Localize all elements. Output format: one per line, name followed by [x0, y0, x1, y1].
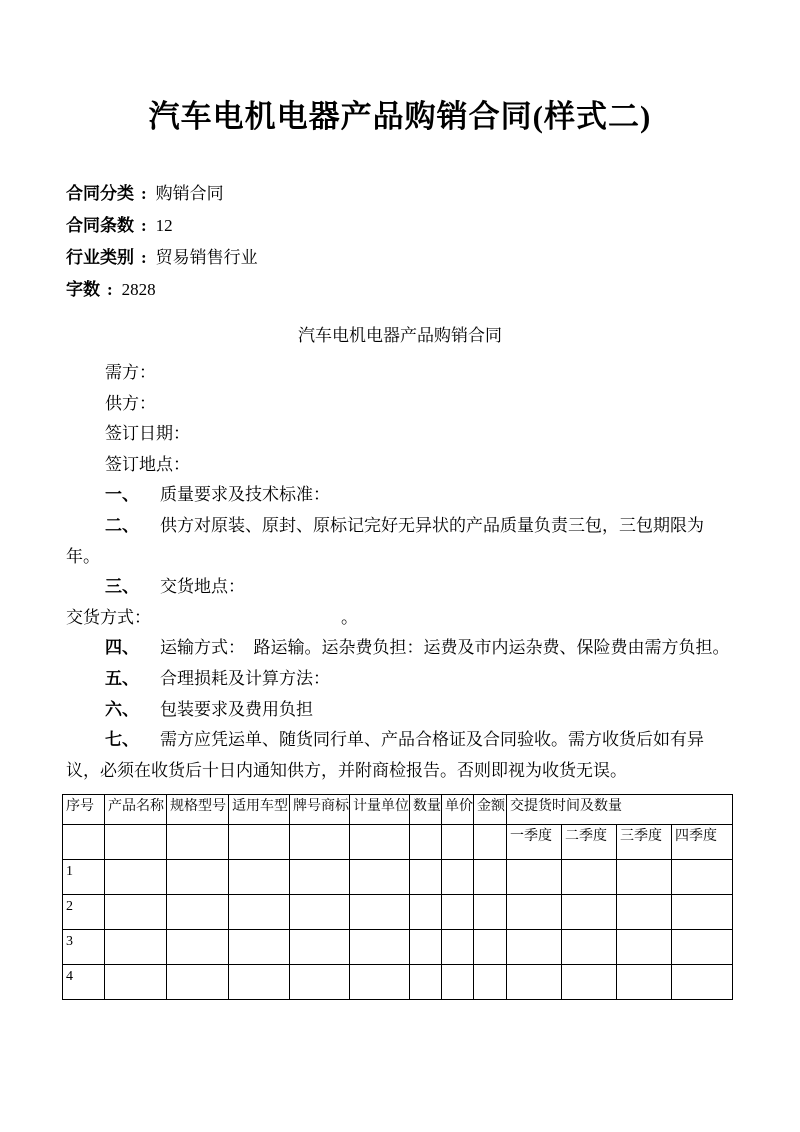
meta-field	[66, 210, 800, 242]
clause-text: 合理损耗及计算方法：	[160, 668, 330, 688]
empty-cell	[410, 930, 442, 965]
intro-line: 签订日期：	[105, 424, 190, 444]
empty-cell	[350, 860, 410, 895]
meta-label: 字数	[66, 280, 100, 299]
empty-cell	[562, 965, 617, 1000]
contract-subtitle: 汽车电机电器产品购销合同	[298, 326, 502, 345]
clause-continuation: 议，必须在收货后十日内通知供方，并附商检报告。否则即视为收货无误。	[66, 760, 627, 780]
clause-item	[66, 695, 732, 726]
header-cell: 适用车型	[229, 795, 290, 825]
header-cell: 序号	[63, 795, 105, 825]
intro-line: 签订地点：	[105, 454, 190, 474]
meta-label: 行业类别	[66, 248, 134, 267]
empty-cell	[105, 860, 167, 895]
empty-cell	[105, 895, 167, 930]
empty-cell	[410, 965, 442, 1000]
meta-colon: :	[141, 184, 147, 203]
clause-text: 包装要求及费用负担	[160, 699, 313, 719]
header-cell: 产品名称	[105, 795, 167, 825]
quarter-header-cell: 四季度	[672, 825, 733, 860]
empty-cell	[167, 895, 229, 930]
header-cell: 规格型号	[167, 795, 229, 825]
empty-cell	[410, 825, 442, 860]
empty-cell	[442, 895, 474, 930]
empty-cell	[229, 895, 290, 930]
empty-cell	[105, 965, 167, 1000]
clause-text: 供方对原装、原封、原标记完好无异状的产品质量负责三包，三包期限为	[160, 515, 704, 535]
empty-cell	[105, 930, 167, 965]
clause-text: 质量要求及技术标准：	[160, 485, 330, 505]
header-cell: 数量	[410, 795, 442, 825]
row-number-cell: 3	[63, 930, 105, 965]
empty-cell	[617, 895, 672, 930]
empty-cell	[229, 860, 290, 895]
quarter-header-cell: 一季度	[507, 825, 562, 860]
clause-item	[66, 633, 732, 664]
empty-cell	[474, 860, 507, 895]
empty-cell	[350, 825, 410, 860]
empty-cell	[672, 965, 733, 1000]
meta-label: 合同条数	[66, 216, 134, 235]
intro-line: 需方：	[105, 363, 156, 382]
header-cell-delivery-span: 交提货时间及数量	[507, 795, 733, 825]
header-cell: 金额	[474, 795, 507, 825]
header-cell: 计量单位	[350, 795, 410, 825]
subline-text: 交货方式：	[66, 607, 151, 627]
clause-text: 需方应凭运单、随货同行单、产品合格证及合同验收。需方收货后如有异	[160, 730, 704, 750]
clause-item	[66, 725, 732, 756]
empty-cell	[672, 895, 733, 930]
empty-cell	[290, 895, 350, 930]
empty-cell	[290, 965, 350, 1000]
empty-cell	[290, 860, 350, 895]
clause-item	[66, 480, 732, 511]
empty-cell	[562, 860, 617, 895]
empty-cell	[167, 930, 229, 965]
empty-cell	[105, 825, 167, 860]
clause-text: 交货地点：	[160, 577, 245, 597]
meta-value: 2828	[121, 280, 156, 299]
empty-cell	[617, 860, 672, 895]
clause-item	[66, 572, 732, 603]
empty-cell	[474, 930, 507, 965]
empty-cell	[350, 895, 410, 930]
meta-field	[66, 242, 800, 274]
meta-field	[66, 274, 800, 306]
empty-cell	[410, 860, 442, 895]
clause-number: 五、	[105, 668, 139, 688]
empty-cell	[229, 965, 290, 1000]
empty-cell	[617, 930, 672, 965]
row-number-cell: 1	[63, 860, 105, 895]
empty-cell	[507, 930, 562, 965]
empty-cell	[290, 825, 350, 860]
meta-value: 贸易销售行业	[155, 248, 258, 267]
empty-cell	[290, 930, 350, 965]
meta-label: 合同分类	[66, 184, 134, 203]
clause-number: 二、	[105, 515, 139, 535]
clause-number: 六、	[105, 699, 139, 719]
meta-value: 购销合同	[155, 184, 224, 203]
empty-cell	[167, 825, 229, 860]
row-number-cell: 4	[63, 965, 105, 1000]
empty-cell	[474, 895, 507, 930]
empty-cell	[229, 825, 290, 860]
empty-cell	[672, 930, 733, 965]
empty-cell	[442, 930, 474, 965]
quarter-header-cell: 二季度	[562, 825, 617, 860]
meta-colon: :	[141, 216, 147, 235]
table-header-row	[63, 795, 733, 825]
meta-field	[66, 178, 800, 210]
clause-number: 四、	[105, 638, 139, 658]
subline-tail: 。	[341, 607, 358, 627]
empty-cell	[562, 895, 617, 930]
table-row	[63, 860, 733, 895]
empty-cell	[617, 965, 672, 1000]
empty-cell	[474, 825, 507, 860]
meta-block	[66, 178, 800, 306]
clause-number: 七、	[105, 730, 139, 750]
empty-cell	[229, 930, 290, 965]
empty-cell	[350, 965, 410, 1000]
empty-cell	[474, 965, 507, 1000]
meta-colon: :	[107, 280, 113, 299]
contract-body	[66, 358, 732, 786]
table-row	[63, 930, 733, 965]
empty-cell	[410, 895, 442, 930]
empty-cell	[442, 825, 474, 860]
table-row	[63, 895, 733, 930]
document-title: 汽车电机电器产品购销合同(样式二)	[148, 99, 652, 134]
empty-cell	[672, 860, 733, 895]
clause-item	[66, 664, 732, 695]
empty-cell	[507, 860, 562, 895]
clause-text: 运输方式： 路运输。运杂费负担：运费及市内运杂费、保险费由需方负担。	[160, 638, 730, 658]
clause-continuation: 年。	[66, 546, 100, 566]
empty-cell	[167, 860, 229, 895]
meta-colon: :	[141, 248, 147, 267]
quarter-header-cell: 三季度	[617, 825, 672, 860]
header-cell: 单价	[442, 795, 474, 825]
clause-number: 一、	[105, 485, 139, 505]
empty-cell	[562, 930, 617, 965]
clause-item	[66, 511, 732, 542]
empty-cell	[442, 860, 474, 895]
table-quarter-row	[63, 825, 733, 860]
empty-cell	[442, 965, 474, 1000]
empty-cell	[507, 965, 562, 1000]
intro-line: 供方：	[105, 393, 156, 413]
empty-cell	[507, 895, 562, 930]
empty-cell	[350, 930, 410, 965]
product-table	[62, 794, 733, 1000]
table-row	[63, 965, 733, 1000]
meta-value: 12	[155, 216, 173, 235]
clause-subline	[66, 603, 732, 634]
clause-number: 三、	[105, 577, 139, 597]
header-cell: 牌号商标	[290, 795, 350, 825]
empty-cell	[167, 965, 229, 1000]
empty-cell	[63, 825, 105, 860]
row-number-cell: 2	[63, 895, 105, 930]
